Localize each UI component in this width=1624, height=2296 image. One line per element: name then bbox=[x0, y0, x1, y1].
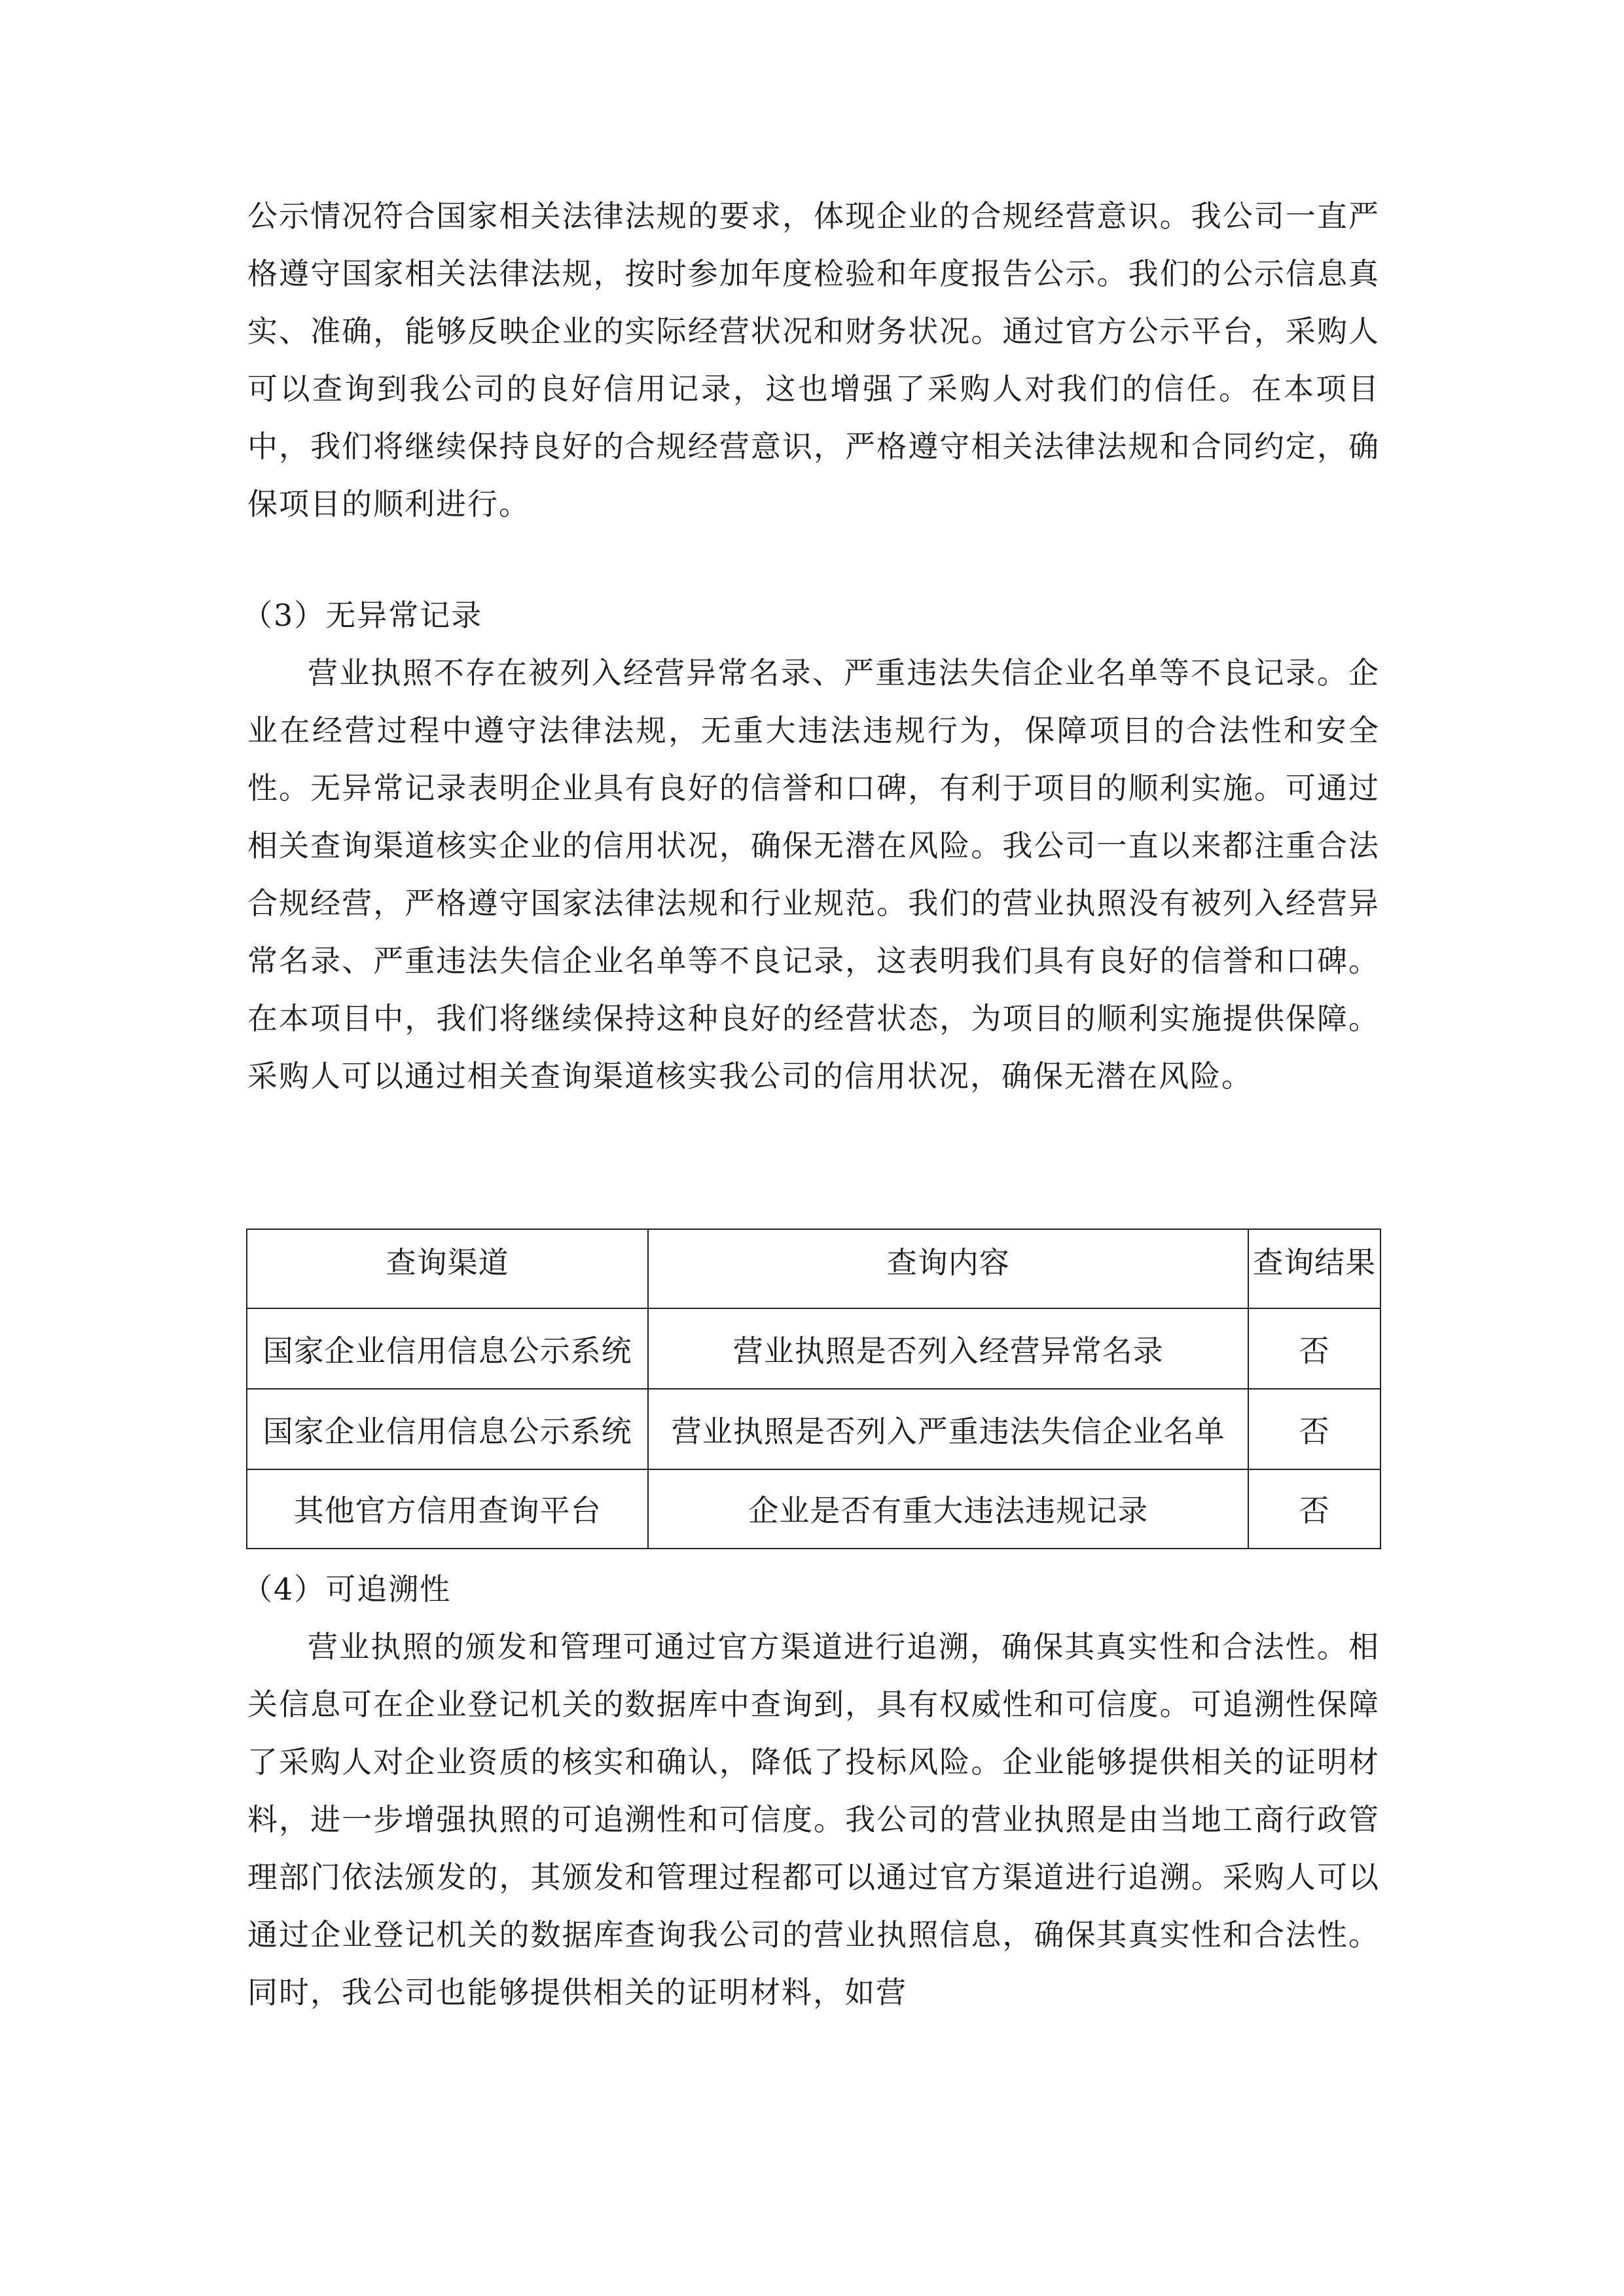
paragraph-no-abnormal-records: 营业执照不存在被列入经营异常名录、严重违法失信企业名单等不良记录。企业在经营过程中遵守法律法规，无重大违法违规行为，保障项目的合法性和安全性。无异常记录表明企业具有良好的信誉和口碑，有利于项目的顺利实施。可通过相关查询渠道核实企业的信用状况，确保无潜在风险。我公司一直以来都注重合法合规经营，严格遵守国家法律法规和行业规范。我们的营业执照没有被列入经营异常名录、严重违法失信企业名单等不良记录，这表明我们具有良好的信誉和口碑。在本项目中，我们将继续保持这种良好的经营状态，为项目的顺利实施提供保障。采购人可以通过相关查询渠道核实我公司的信用状况，确保无潜在风险。 bbox=[247, 655, 1380, 1094]
credit-query-table bbox=[246, 1229, 1381, 1549]
paragraph-traceability: 营业执照的颁发和管理可通过官方渠道进行追溯，确保其真实性和合法性。相关信息可在企业登记机关的数据库中查询到，具有权威性和可信度。可追溯性保障了采购人对企业资质的核实和确认，降低了投标风险。企业能够提供相关的证明材料，进一步增强执照的可追溯性和可信度。我公司的营业执照是由当地工商行政管理部门依法颁发的，其颁发和管理过程都可以通过官方渠道进行追溯。采购人可以通过企业登记机关的数据库查询我公司的营业执照信息，确保其真实性和合法性。同时，我公司也能够提供相关的证明材料，如营 bbox=[247, 1629, 1380, 2010]
table-header-row bbox=[247, 1229, 1380, 1308]
table-header-cell: 查询内容 bbox=[648, 1229, 1248, 1308]
paragraph-compliance: 公示情况符合国家相关法律法规的要求，体现企业的合规经营意识。我公司一直严格遵守国家相关法律法规，按时参加年度检验和年度报告公示。我们的公示信息真实、准确，能够反映企业的实际经营状况和财务状况。通过官方公示平台，采购人可以查询到我公司的良好信用记录，这也增强了采购人对我们的信任。在本项目中，我们将继续保持良好的合规经营意识，严格遵守相关法律法规和合同约定，确保项目的顺利进行。 bbox=[247, 198, 1380, 522]
table-cell-channel: 其他官方信用查询平台 bbox=[247, 1469, 648, 1549]
table-cell-result: 否 bbox=[1248, 1469, 1380, 1549]
table-cell-content: 营业执照是否列入经营异常名录 bbox=[648, 1308, 1248, 1389]
table-row bbox=[247, 1469, 1380, 1549]
table-header-cell: 查询结果 bbox=[1248, 1229, 1380, 1308]
table-header-cell: 查询渠道 bbox=[247, 1229, 648, 1308]
table-cell-channel: 国家企业信用信息公示系统 bbox=[247, 1389, 648, 1469]
table-cell-result: 否 bbox=[1248, 1308, 1380, 1389]
table-row bbox=[247, 1389, 1380, 1469]
table-cell-channel: 国家企业信用信息公示系统 bbox=[247, 1308, 648, 1389]
section-heading-traceability: （4）可追溯性 bbox=[242, 1571, 452, 1607]
table-cell-result: 否 bbox=[1248, 1389, 1380, 1469]
section-heading-no-abnormal-records: （3）无异常记录 bbox=[242, 598, 483, 633]
table-row bbox=[247, 1308, 1380, 1389]
table-cell-content: 企业是否有重大违法违规记录 bbox=[648, 1469, 1248, 1549]
table-cell-content: 营业执照是否列入严重违法失信企业名单 bbox=[648, 1389, 1248, 1469]
